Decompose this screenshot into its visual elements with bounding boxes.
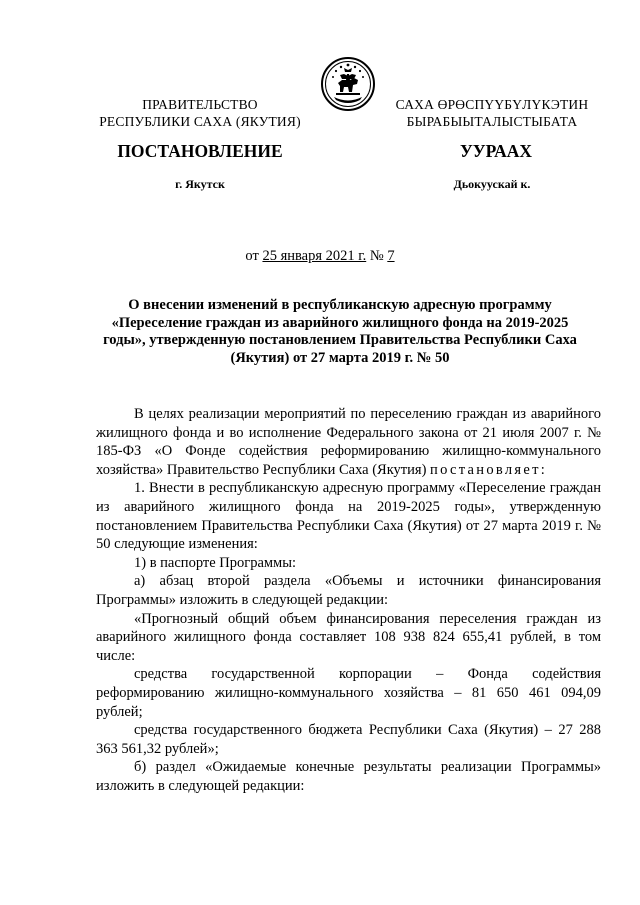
left-org-line2: РЕСПУБЛИКИ САХА (ЯКУТИЯ) [99,114,301,129]
preamble-resolves: постановляет: [430,461,548,478]
paragraph-preamble [96,405,601,479]
city-yakut: Дьокуускай к. [453,177,531,191]
doc-type-yakut: УУРААХ [459,141,533,161]
paragraph-budget-financing: средства государственного бюджета Республики Саха (Якутия) – 27 288 363 561,32 рублей»; [96,722,601,757]
document-title [96,297,584,367]
coat-of-arms-icon [320,56,376,112]
document-date: 25 января 2021 г. [262,248,367,264]
paragraph-fund-financing: средства государственной корпорации – Фонда содействия реформированию жилищно-коммунального хозяйства – 81 650 461 094,09 рублей; [96,666,601,720]
city-russian: г. Якутск [175,177,225,191]
document-number: 7 [387,248,395,264]
right-organization [372,96,612,130]
paragraph-item-1: 1. Внести в республиканскую адресную программу «Переселение граждан из аварийного жилищного фонда на 2019-2025 годы», утвержденную постановлением Правительства Республики Саха (Якутия) от 27 марта 2019 г. № 50 следующие изменения: [96,480,601,553]
document-body [96,405,601,795]
paragraph-subitem-b: б) раздел «Ожидаемые конечные результаты реализации Программы» изложить в следующей редакции: [96,759,601,794]
right-org-line2: БЫРАБЫЫТАЛЫСТЫБАТА [406,114,578,129]
doc-type-russian: ПОСТАНОВЛЕНИЕ [117,141,283,161]
left-organization [80,96,320,130]
title-line4: (Якутия) от 27 марта 2019 г. № 50 [230,349,450,366]
number-sign: № [369,248,384,264]
title-line3: годы», утвержденную постановлением Правительства Республики Саха [103,332,577,349]
paragraph-financing-total: «Прогнозный общий объем финансирования переселения граждан из аварийного жилищного фонда составляет 108 938 824 655,41 рублей, в том числе: [96,610,601,664]
date-prefix: от [245,248,259,264]
paragraph-subitem-1: 1) в паспорте Программы: [134,554,296,571]
left-org-line1: ПРАВИТЕЛЬСТВО [142,97,258,112]
title-line1: О внесении изменений в республиканскую адресную программу [128,297,552,313]
preamble-text: В целях реализации мероприятий по переселению граждан из аварийного жилищного фонда и во исполнение Федерального закона от 21 июля 2007 г. № 185-ФЗ «О Фонде содействия реформированию жилищно-коммунального хозяйства» Правительство Республики Саха (Якутия) [96,406,601,478]
title-line2: «Переселение граждан из аварийного жилищного фонда на 2019-2025 [111,314,569,331]
paragraph-subitem-a: а) абзац второй раздела «Объемы и источники финансирования Программы» изложить в следующей редакции: [96,573,601,608]
right-org-line1: САХА ӨРӨСПҮҮБҮЛҮКЭТИН [395,97,589,112]
document-date-line [0,248,640,265]
